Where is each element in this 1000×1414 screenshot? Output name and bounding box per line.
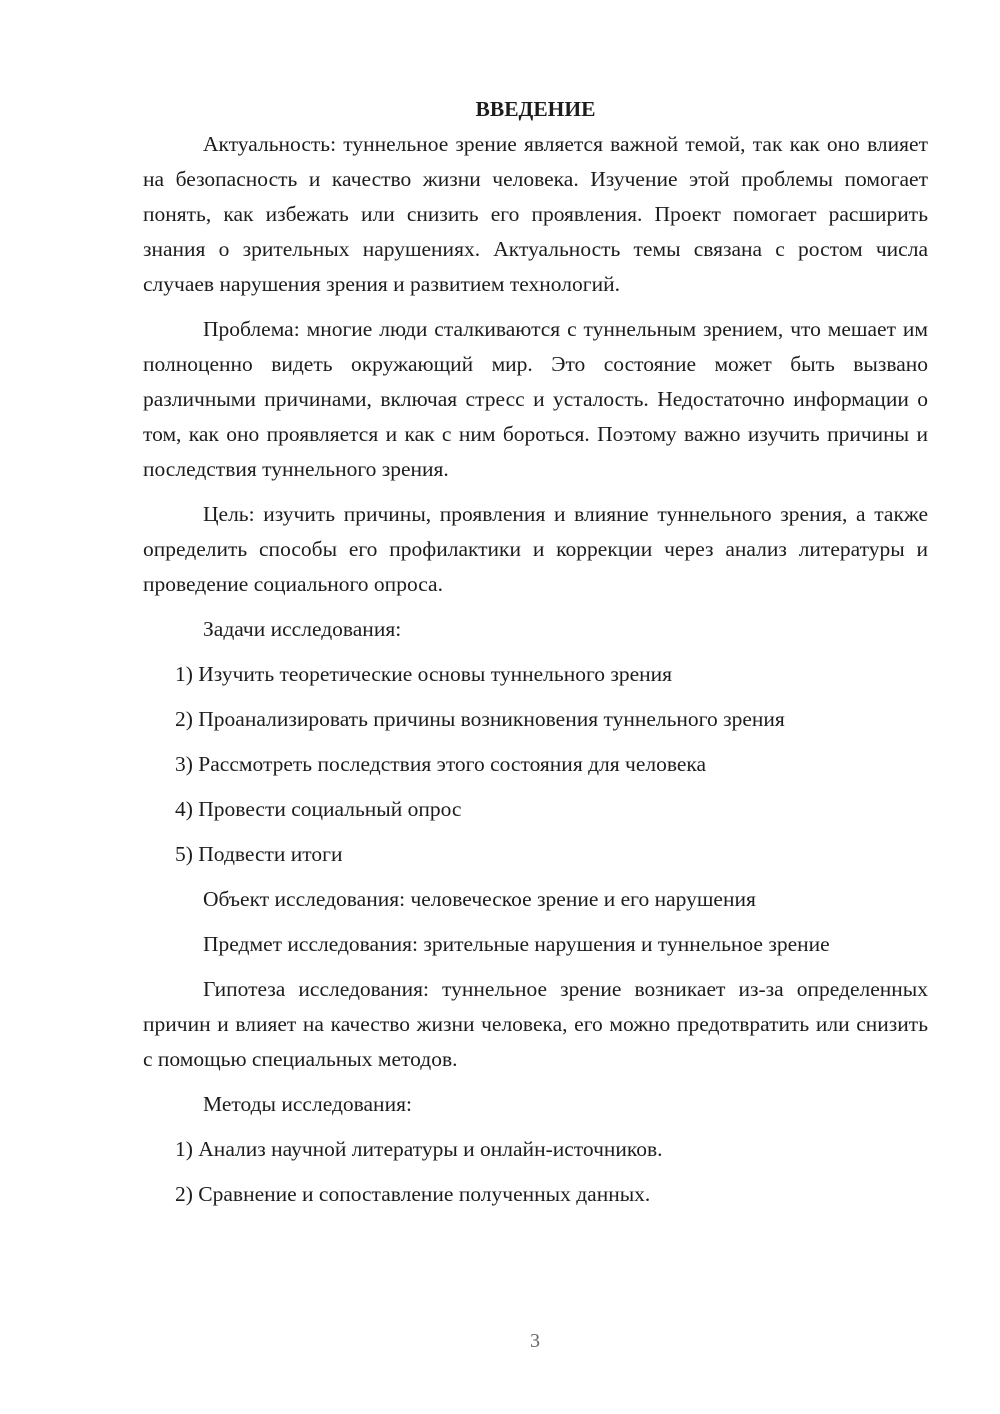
list-item: 1) Изучить теоретические основы туннельного зрения [175,662,673,686]
list-item: 2) Сравнение и сопоставление полученных данных. [175,1182,651,1206]
list-item: 1) Анализ научной литературы и онлайн-источников. [175,1137,663,1161]
document-page [143,92,928,1222]
relevance-paragraph: Актуальность: туннельное зрение является важной темой, так как оно влияет на безопасность и качество жизни человека. Изучение этой проблемы помогает понять, как избежать или снизить его проявления. Проект помогает расширить знания о зрительных нарушениях. Актуальность темы связана с ростом числа случаев нарушения зрения и развитием технологий. [143,132,928,296]
section-heading: ВВЕДЕНИЕ [475,97,596,121]
list-item: 3) Рассмотреть последствия этого состояния для человека [175,752,707,776]
tasks-heading: Задачи исследования: [203,617,402,641]
goal-paragraph: Цель: изучить причины, проявления и влияние туннельного зрения, а также определить способы его профилактики и коррекции через анализ литературы и проведение социального опроса. [143,502,928,596]
research-subject: Предмет исследования: зрительные нарушения и туннельное зрение [203,932,830,956]
list-item: 5) Подвести итоги [175,842,343,866]
methods-list [143,1132,928,1212]
page-number: 3 [530,1330,540,1352]
list-item: 2) Проанализировать причины возникновения туннельного зрения [175,707,785,731]
list-item: 4) Провести социальный опрос [175,797,462,821]
tasks-list [143,657,928,872]
hypothesis-paragraph: Гипотеза исследования: туннельное зрение возникает из-за определенных причин и влияет на качество жизни человека, его можно предотвратить или снизить с помощью специальных методов. [143,977,928,1071]
methods-heading: Методы исследования: [203,1092,412,1116]
problem-paragraph: Проблема: многие люди сталкиваются с туннельным зрением, что мешает им полноценно видеть окружающий мир. Это состояние может быть вызвано различными причинами, включая стресс и усталость. Недостаточно информации о том, как оно проявляется и как с ним бороться. Поэтому важно изучить причины и последствия туннельного зрения. [143,317,928,481]
research-object: Объект исследования: человеческое зрение и его нарушения [203,887,756,911]
